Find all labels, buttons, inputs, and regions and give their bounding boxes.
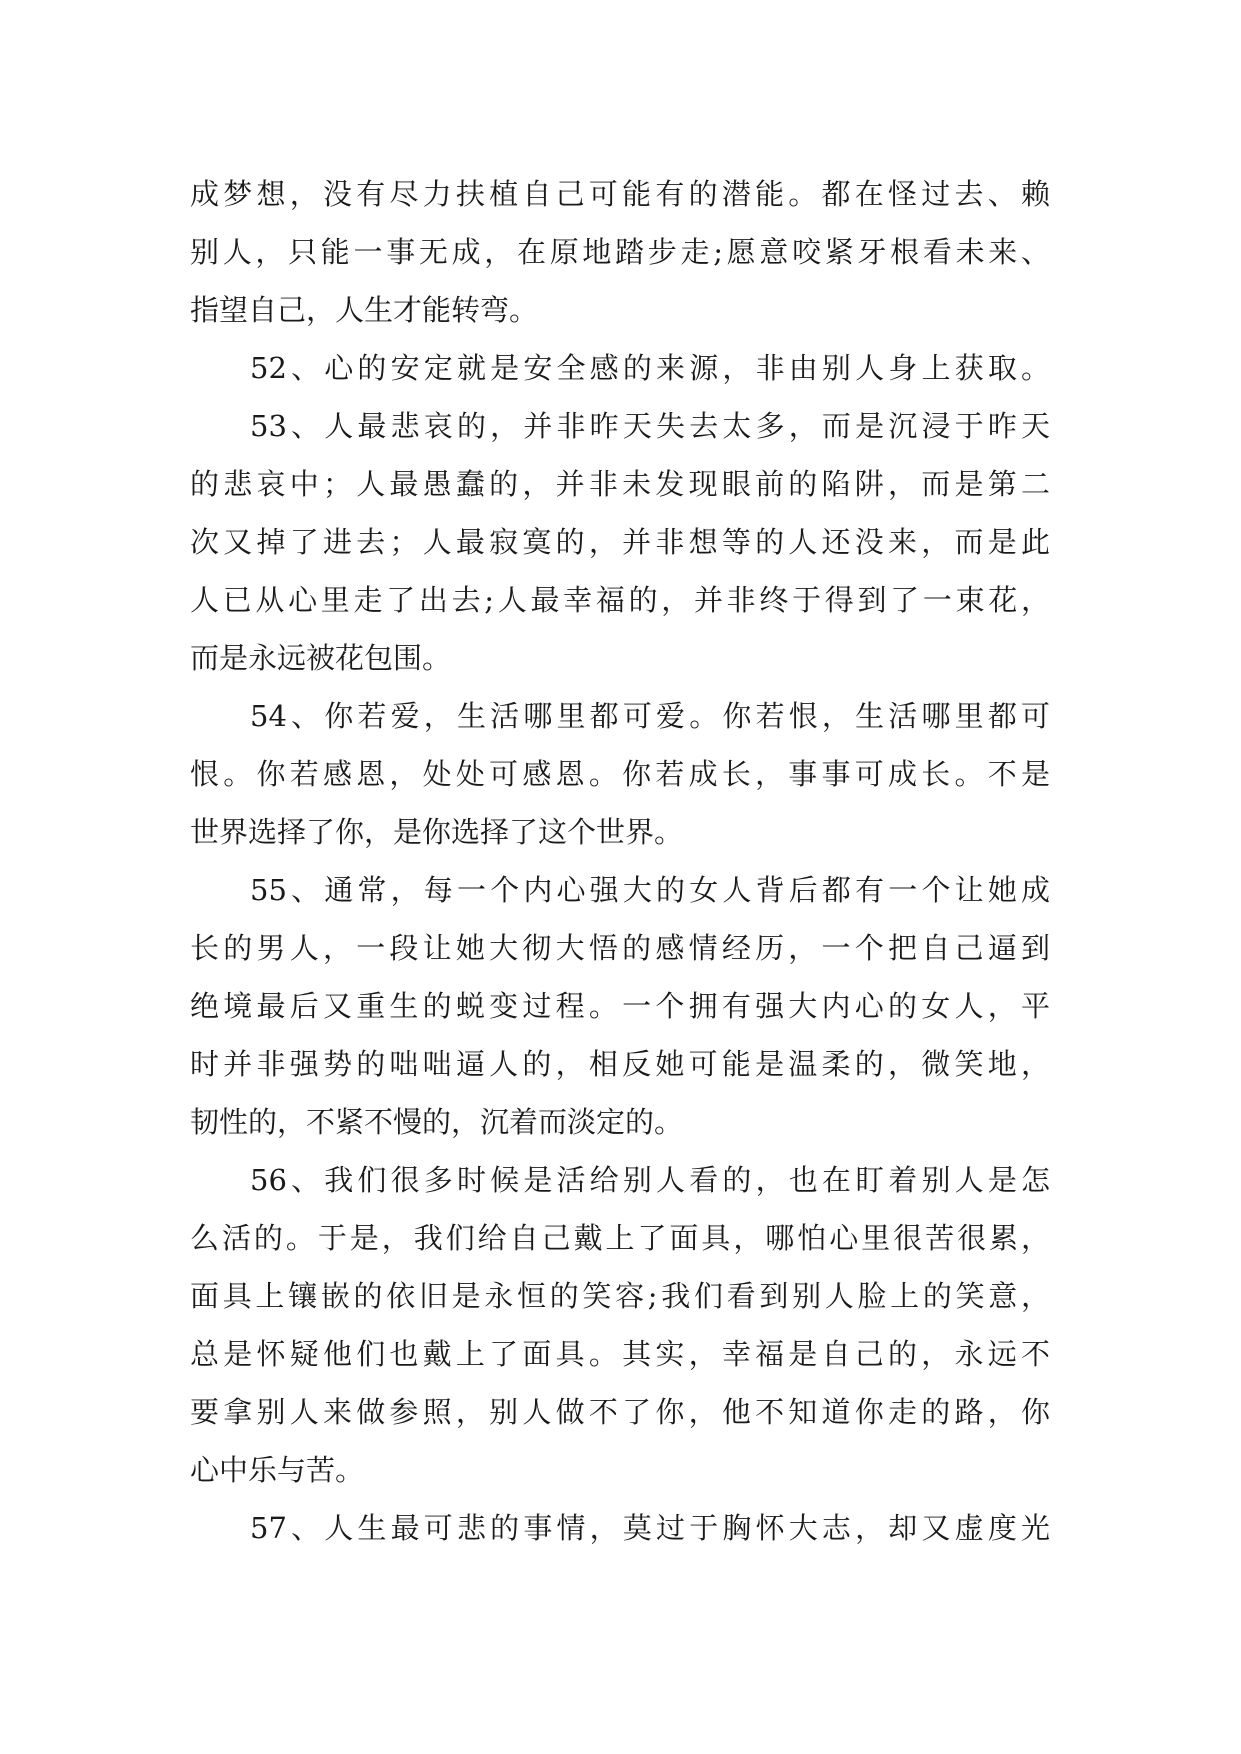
text-line: 心中乐与苦。 [190,1453,365,1487]
text-line: 长的男人，一段让她大彻大悟的感情经历，一个把自己逼到 [190,931,1050,965]
text-line: 韧性的，不紧不慢的，沉着而淡定的。 [190,1105,684,1139]
text-line: 次又掉了进去；人最寂寞的，并非想等的人还没来，而是此 [190,525,1050,559]
paragraph-55-line: 55、通常，每一个内心强大的女人背后都有一个让她成 [250,873,1050,907]
paragraph-56-line: 56、我们很多时候是活给别人看的，也在盯着别人是怎 [250,1163,1050,1197]
text-line: 别人，只能一事无成，在原地踏步走;愿意咬紧牙根看未来、 [190,235,1050,269]
paragraph-53-line: 53、人最悲哀的，并非昨天失去太多，而是沉浸于昨天 [250,409,1050,443]
text-line: 绝境最后又重生的蜕变过程。一个拥有强大内心的女人，平 [190,989,1050,1023]
text-line: 人已从心里走了出去;人最幸福的，并非终于得到了一束花， [190,583,1050,617]
text-line: 要拿别人来做参照，别人做不了你，他不知道你走的路，你 [190,1395,1050,1429]
text-line: 么活的。于是，我们给自己戴上了面具，哪怕心里很苦很累， [190,1221,1050,1255]
paragraph-57-line: 57、人生最可悲的事情，莫过于胸怀大志，却又虚度光 [250,1511,1050,1545]
text-line: 成梦想，没有尽力扶植自己可能有的潜能。都在怪过去、赖 [190,177,1050,211]
text-line: 恨。你若感恩，处处可感恩。你若成长，事事可成长。不是 [190,757,1050,791]
text-line: 而是永远被花包围。 [190,641,452,675]
text-line: 面具上镶嵌的依旧是永恒的笑容;我们看到别人脸上的笑意， [190,1279,1050,1313]
text-line: 的悲哀中；人最愚蠢的，并非未发现眼前的陷阱，而是第二 [190,467,1050,501]
paragraph-54-line: 54、你若爱，生活哪里都可爱。你若恨，生活哪里都可 [250,699,1050,733]
text-line: 总是怀疑他们也戴上了面具。其实，幸福是自己的，永远不 [190,1337,1050,1371]
text-line: 指望自己，人生才能转弯。 [190,293,539,327]
paragraph-52-line: 52、心的安定就是安全感的来源，非由别人身上获取。 [250,351,1050,385]
text-line: 世界选择了你，是你选择了这个世界。 [190,815,684,849]
text-line: 时并非强势的咄咄逼人的，相反她可能是温柔的，微笑地， [190,1047,1050,1081]
